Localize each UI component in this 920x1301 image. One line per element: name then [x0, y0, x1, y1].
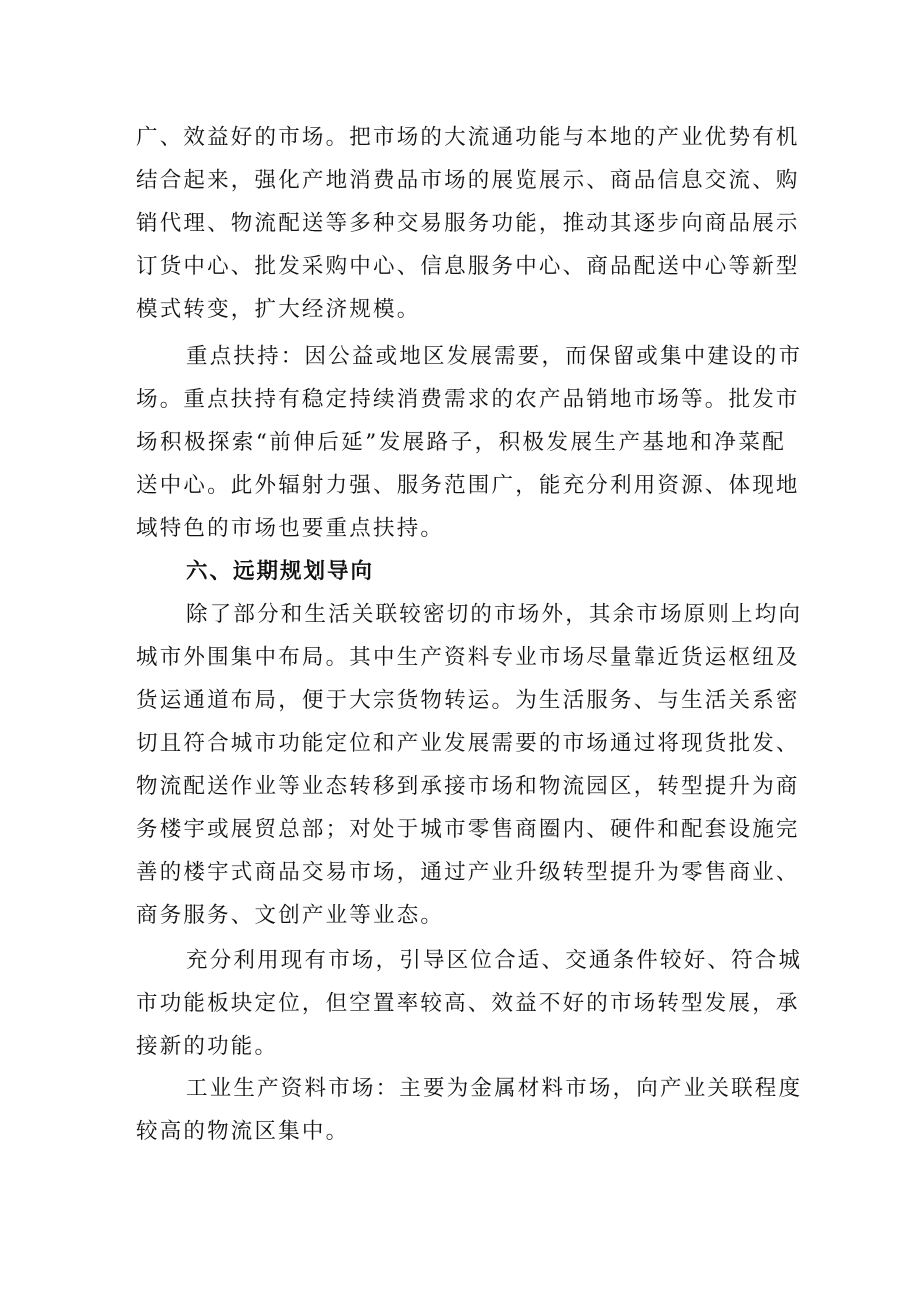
paragraph-line: 较高的物流区集中。 — [136, 1119, 350, 1144]
paragraph-line: 商务服务、文创产业等业态。 — [136, 903, 445, 928]
paragraph-line: 结合起来，强化产地消费品市场的展览展示、商品信息交流、购 — [136, 168, 800, 193]
paragraph-line: 重点扶持：因公益或地区发展需要，而保留或集中建设的市 — [186, 344, 803, 369]
paragraph-line: 工业生产资料市场：主要为金属材料市场，向产业关联程度 — [186, 1076, 803, 1101]
section-heading-text: 六、远期规划导向 — [186, 559, 375, 584]
paragraph-line: 模式转变，扩大经济规模。 — [136, 297, 421, 322]
paragraph-key-support — [136, 335, 803, 550]
paragraph-line: 充分利用现有市场，引导区位合适、交通条件较好、符合城 — [186, 948, 803, 973]
paragraph-market-upgrade — [136, 116, 800, 331]
paragraph-line: 域特色的市场也要重点扶持。 — [136, 516, 445, 541]
paragraph-industrial-materials — [136, 1067, 803, 1153]
paragraph-line: 除了部分和生活关联较密切的市场外，其余市场原则上均向 — [186, 602, 803, 627]
paragraph-line: 务楼宇或展贸总部；对处于城市零售商圈内、硬件和配套设施完 — [136, 817, 800, 842]
paragraph-line: 接新的功能。 — [136, 1034, 279, 1059]
paragraph-long-term-guidance — [136, 593, 803, 937]
paragraph-line: 市功能板块定位，但空置率较高、效益不好的市场转型发展，承 — [136, 991, 800, 1016]
paragraph-line: 城市外围集中布局。其中生产资料专业市场尽量靠近货运枢纽及 — [136, 645, 800, 670]
paragraph-existing-markets — [136, 939, 803, 1068]
paragraph-line: 货运通道布局，便于大宗货物转运。为生活服务、与生活关系密 — [136, 688, 800, 713]
paragraph-line: 切且符合城市功能定位和产业发展需要的市场通过将现货批发、 — [136, 731, 800, 756]
paragraph-line: 广、效益好的市场。把市场的大流通功能与本地的产业优势有机 — [136, 125, 800, 150]
paragraph-line: 场积极探索“前伸后延”发展路子，积极发展生产基地和净菜配 — [136, 430, 786, 455]
section-heading — [136, 550, 786, 593]
paragraph-line: 订货中心、批发采购中心、信息服务中心、商品配送中心等新型 — [136, 254, 800, 279]
paragraph-line: 销代理、物流配送等多种交易服务功能，推动其逐步向商品展示 — [136, 211, 800, 236]
paragraph-line: 善的楼宇式商品交易市场，通过产业升级转型提升为零售商业、 — [136, 860, 800, 885]
paragraph-line: 送中心。此外辐射力强、服务范围广，能充分利用资源、体现地 — [136, 473, 800, 498]
paragraph-line: 场。重点扶持有稳定持续消费需求的农产品销地市场等。批发市 — [136, 387, 800, 412]
paragraph-line: 物流配送作业等业态转移到承接市场和物流园区，转型提升为商 — [136, 774, 800, 799]
